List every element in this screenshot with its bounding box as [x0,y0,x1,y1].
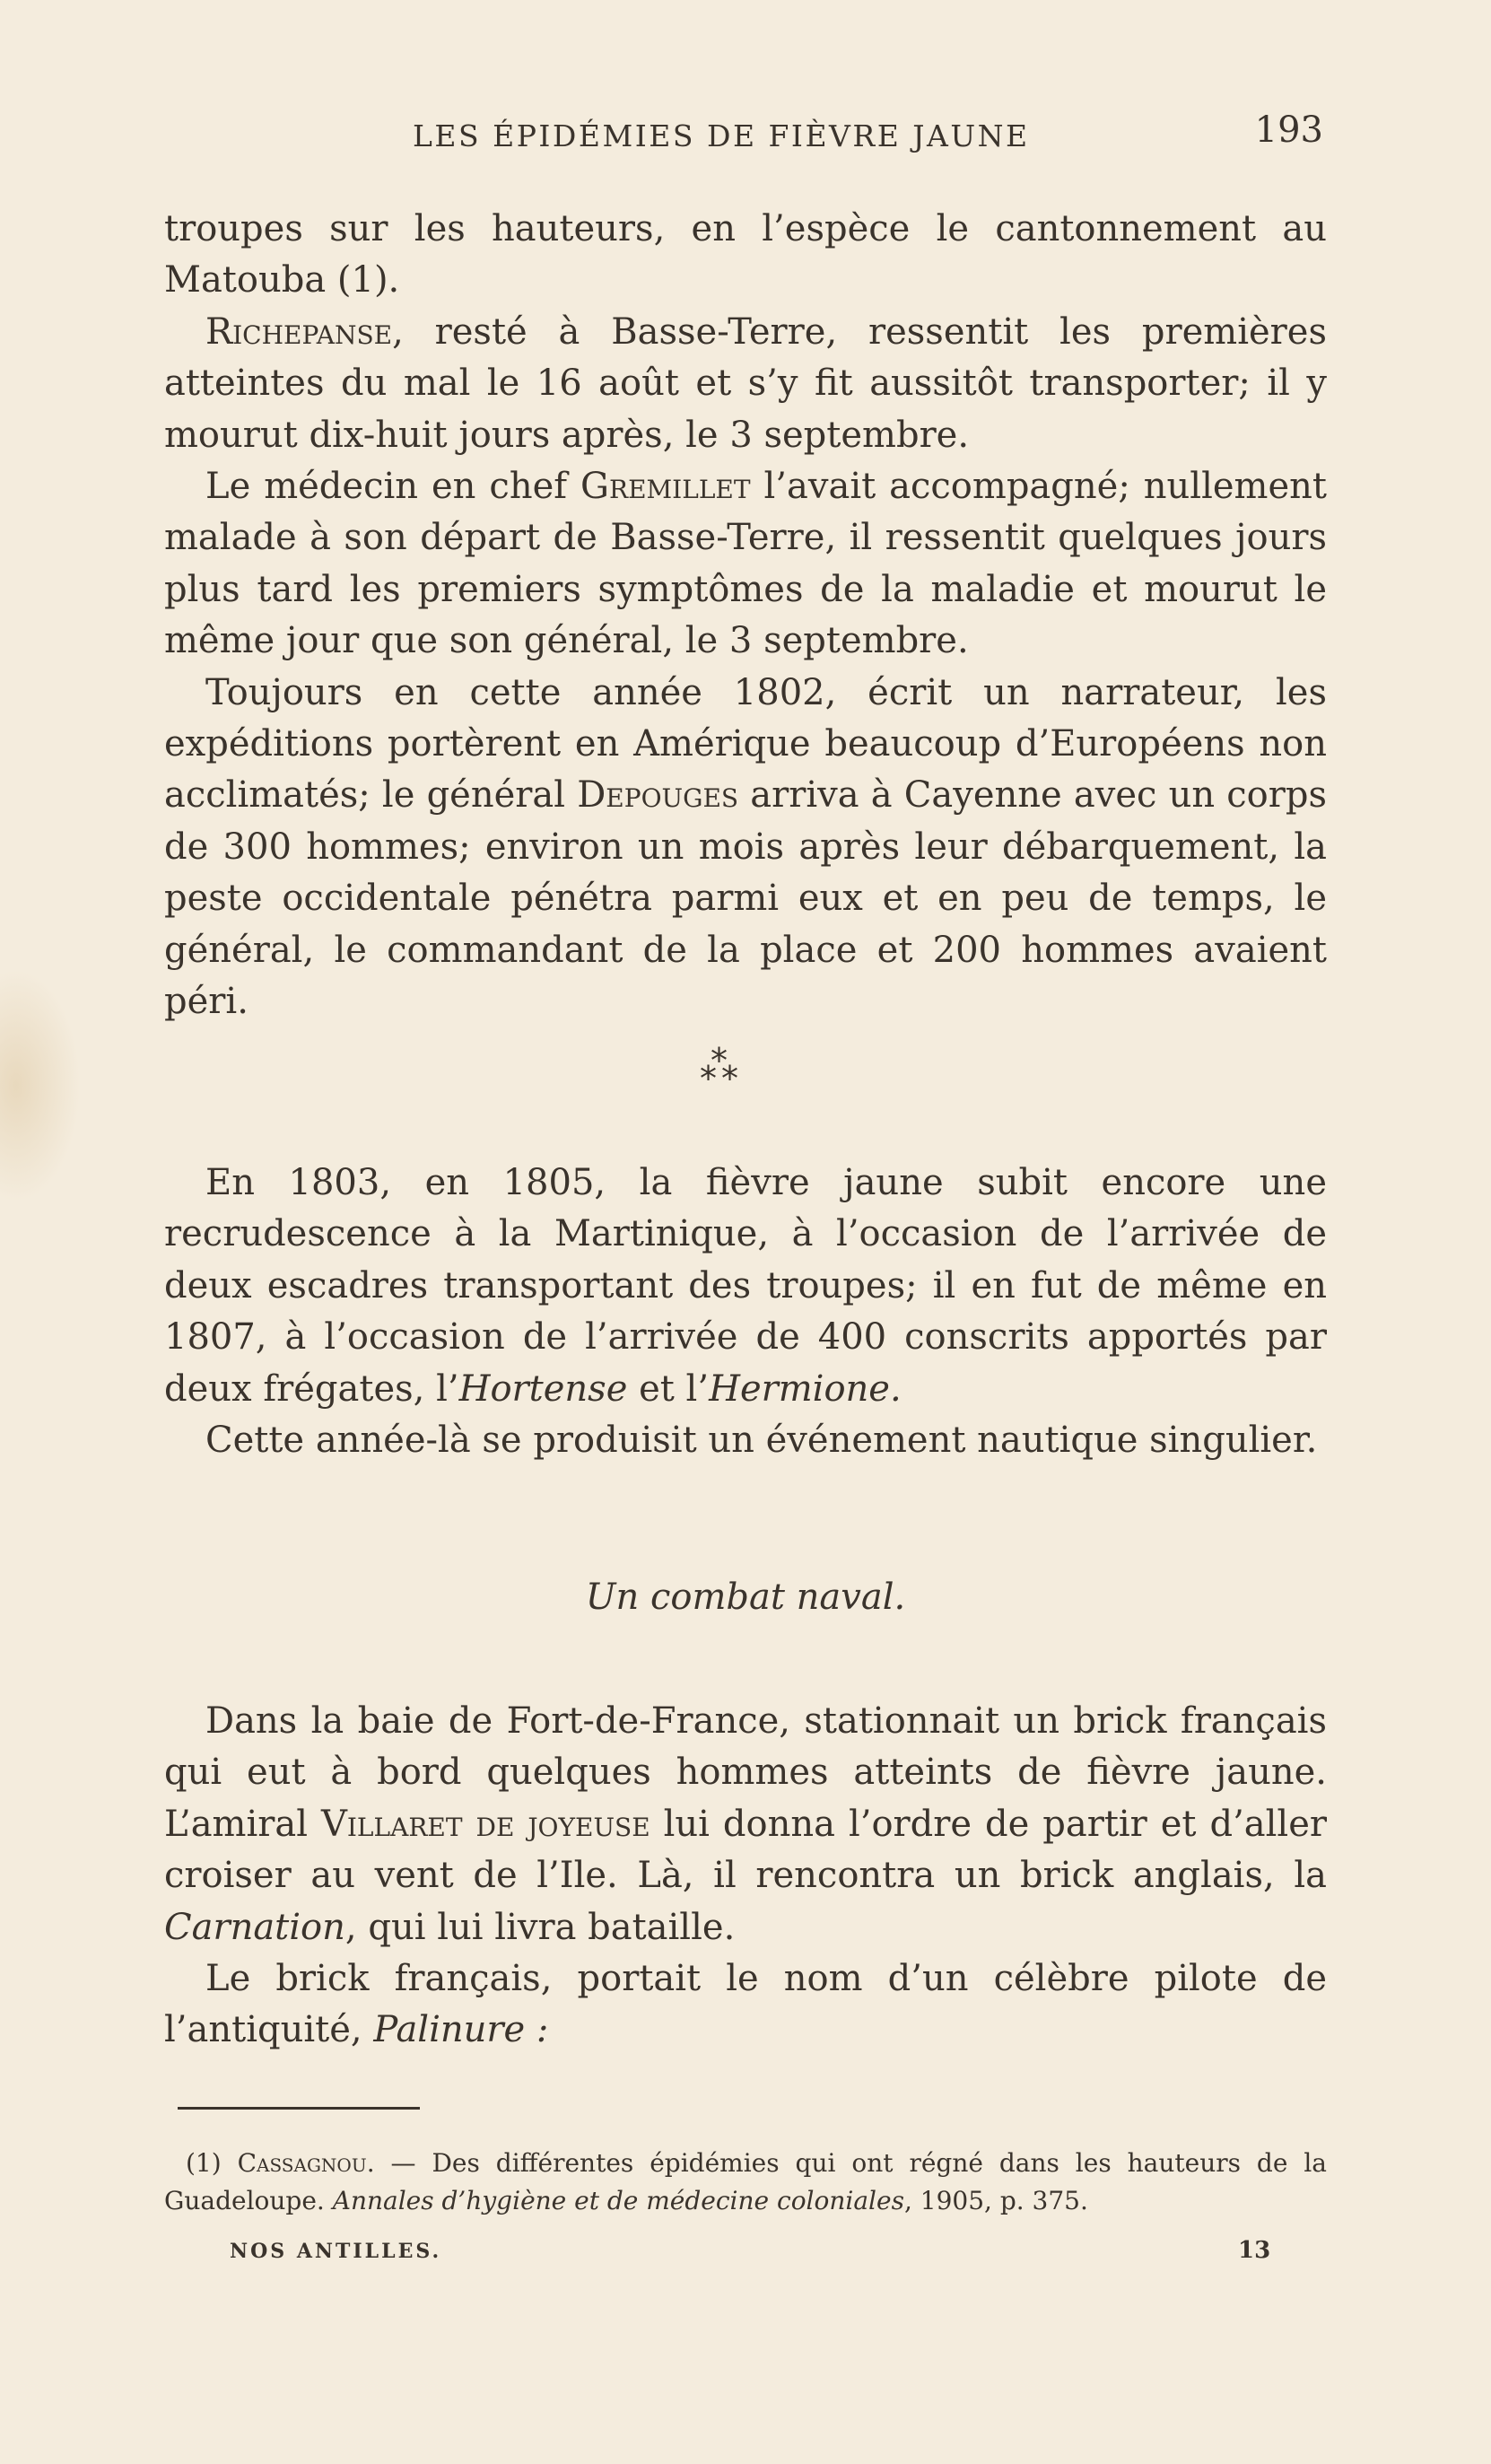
paragraph-7-end: , qui lui livra bataille. [344,1906,736,1948]
footnote-paragraph [164,2145,1327,2220]
footnote [164,2145,1327,2220]
text-block-1 [164,204,1327,1028]
paragraph-6 [164,1415,1327,1466]
paragraph-7 [164,1696,1327,1953]
footnote-text-2: , 1905, p. 375. [903,2186,1088,2215]
person-name-depouges: Depouges [577,774,739,817]
paragraph-4 [164,668,1327,1028]
paragraph-3-pre: Le médecin en chef [205,466,581,508]
footnote-rule [178,2107,420,2110]
paragraph-8-pre: Le brick français, portait le nom d’un célèbre pilote de l’antiquité, [164,1958,1327,2051]
paper-stain [0,969,81,1202]
page-header [413,109,1323,163]
person-name-richepanse: Richepanse [205,310,393,353]
paragraph-7-mid: lui donna l’ordre de partir et d’aller croiser au vent de l’Ile. Là, il rencontra un brick anglais, la [164,1803,1328,1897]
paragraph-5 [164,1158,1327,1415]
page-number: 193 [1254,109,1323,151]
asterism-star-right: * [721,1059,738,1098]
person-name-villaret: Villaret de joyeuse [320,1803,650,1845]
text-block-3 [164,1696,1327,2057]
ship-name-hortense: Hortense [458,1367,628,1410]
section-title: Un combat naval. [585,1577,906,1618]
asterism [700,1041,772,1098]
paragraph-4-text: arriva à Cayenne avec un corps de 300 hommes; environ un mois après leur débarquement, la peste occidentale pénétra parmi eux et en peu de temps, le général, le commandant de la place et 200 hommes avaient péri. [164,774,1327,1023]
paragraph-5-mid: et l’ [627,1367,710,1410]
paragraph-2-text: , resté à Basse-Terre, ressentit les premières atteintes du mal le 16 août et s’y fit aussitôt transporter; il y mourut dix-huit jours après, le 3 septembre. [164,310,1327,456]
ship-name-palinure: Palinure : [373,2009,549,2051]
paragraph-1 [164,204,1327,307]
person-name-gremillet: Gremillet [580,466,751,508]
text-block-2 [164,1158,1327,1466]
ship-name-carnation: Carnation [164,1906,345,1948]
footnote-author: Cassagnou [237,2148,367,2178]
paragraph-4-pre: Toujours en cette année 1802, écrit un narrateur, les expéditions portèrent en Amérique beaucoup d’Européens non acclimatés; le général [164,671,1327,817]
footnote-text-1: . — Des différentes épidémies qui ont régné dans les hauteurs de la Guadeloupe. [164,2148,1328,2215]
paragraph-5-pre: En 1803, en 1805, la fièvre jaune subit encore une recrudescence à la Martinique, à l’occasion de l’arrivée de deux escadres transportant des troupes; il en fut de même en 1807, à l’occasion de l’arrivée de 400 conscrits apportés par deux frégates, l’ [164,1162,1327,1410]
footnote-journal: Annales d’hygiène et de médecine coloniales [332,2186,904,2215]
paragraph-1-text: troupes sur les hauteurs, en l’espèce le cantonnement au Matouba (1). [164,208,1327,301]
signature-label: NOS ANTILLES. [230,2240,442,2263]
paragraph-3 [164,461,1327,668]
running-title: LES ÉPIDÉMIES DE FIÈVRE JAUNE [413,118,1030,153]
paragraph-3-text: l’avait accompagné; nullement malade à son départ de Basse-Terre, il ressentit quelques jours plus tard les premiers symptômes de la maladie et mourut le même jour que son général, le 3 septembre. [164,466,1327,662]
paragraph-2 [164,307,1327,461]
paragraph-8 [164,1953,1327,2057]
signature-number: 13 [1238,2237,1271,2264]
asterism-star-top: * [711,1041,728,1080]
paragraph-6-text: Cette année-là se produisit un événement nautique singulier. [205,1420,1318,1462]
paragraph-7-pre: Dans la baie de Fort-de-France, stationnait un brick français qui eut à bord quelques hommes atteints de fièvre jaune. L’amiral [164,1700,1327,1845]
footnote-marker: (1) [186,2148,238,2178]
ship-name-hermione: Hermione. [709,1367,902,1410]
asterism-star-left: * [700,1059,717,1098]
